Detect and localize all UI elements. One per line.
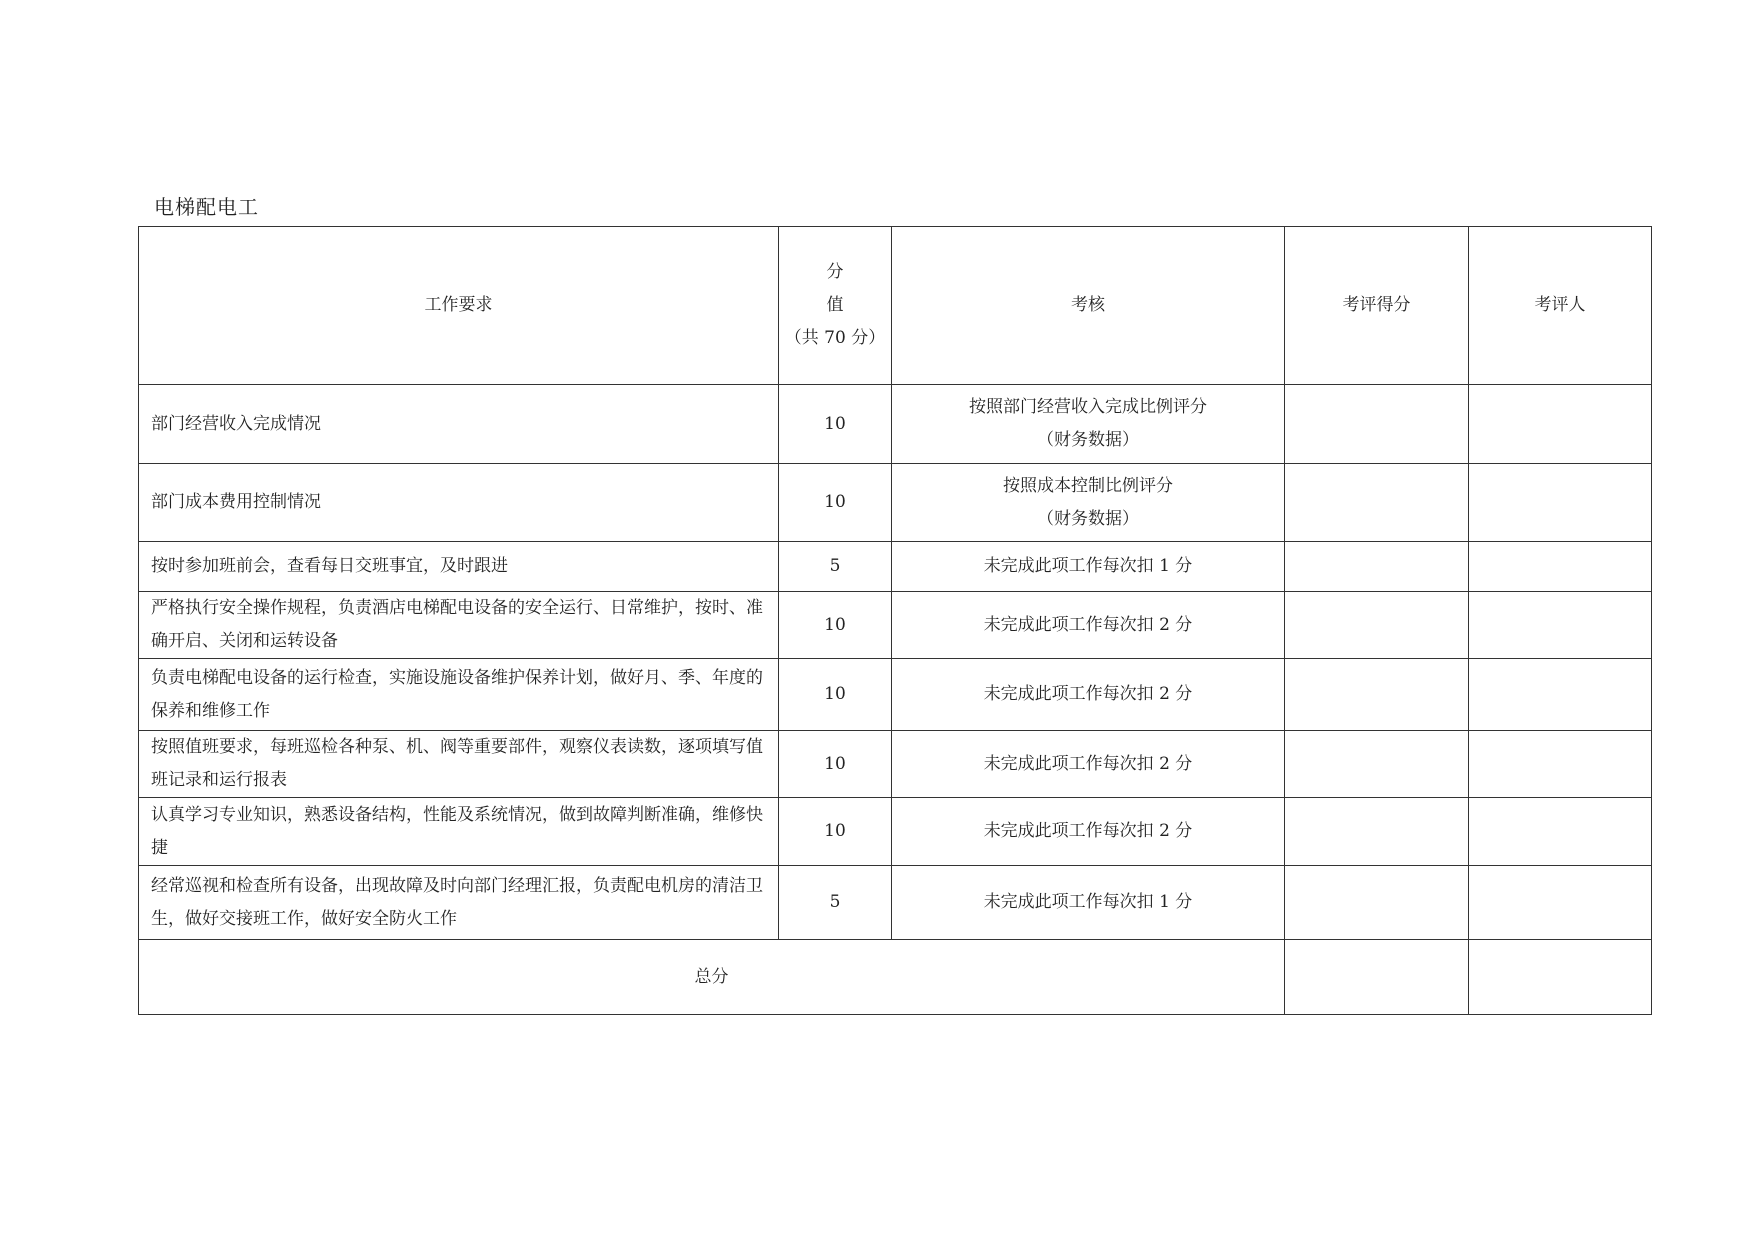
- total-score-input-cell[interactable]: [1285, 940, 1469, 1015]
- points-cell: 10: [779, 798, 892, 866]
- points-cell: 10: [779, 464, 892, 542]
- requirement-cell: 按时参加班前会，查看每日交班事宜，及时跟进: [139, 542, 779, 592]
- requirement-cell: 按照值班要求，每班巡检各种泵、机、阀等重要部件，观察仪表读数，逐项填写值班记录和运行报表: [139, 731, 779, 798]
- assessor-input-cell[interactable]: [1469, 592, 1652, 659]
- points-cell: 10: [779, 592, 892, 659]
- assessor-input-cell[interactable]: [1469, 385, 1652, 464]
- score-input-cell[interactable]: [1285, 385, 1469, 464]
- score-input-cell[interactable]: [1285, 866, 1469, 940]
- score-input-cell[interactable]: [1285, 542, 1469, 592]
- header-points-total: （共 70 分）: [784, 328, 886, 348]
- table-row: [139, 866, 1652, 940]
- requirement-cell: 负责电梯配电设备的运行检查，实施设施设备维护保养计划，做好月、季、年度的保养和维修工作: [139, 659, 779, 731]
- assessment-cell: 未完成此项工作每次扣 2 分: [892, 731, 1285, 798]
- table-row: [139, 385, 1652, 464]
- assessment-cell: 未完成此项工作每次扣 2 分: [892, 592, 1285, 659]
- score-input-cell[interactable]: [1285, 464, 1469, 542]
- score-input-cell[interactable]: [1285, 592, 1469, 659]
- points-cell: 10: [779, 385, 892, 464]
- total-label: 总分: [139, 940, 1285, 1015]
- table-row: [139, 798, 1652, 866]
- header-points-label: 分 值: [826, 262, 866, 315]
- requirement-cell: 经常巡视和检查所有设备，出现故障及时向部门经理汇报，负责配电机房的清洁卫生，做好交接班工作，做好安全防火工作: [139, 866, 779, 940]
- requirement-cell: 部门成本费用控制情况: [139, 464, 779, 542]
- assessment-source: （财务数据）: [1037, 430, 1139, 450]
- assessor-input-cell[interactable]: [1469, 731, 1652, 798]
- table-row: [139, 542, 1652, 592]
- header-requirement: 工作要求: [139, 227, 779, 385]
- score-input-cell[interactable]: [1285, 731, 1469, 798]
- requirement-cell: 认真学习专业知识，熟悉设备结构，性能及系统情况，做到故障判断准确，维修快捷: [139, 798, 779, 866]
- page-title: 电梯配电工: [154, 195, 259, 219]
- table-row: [139, 592, 1652, 659]
- assessment-cell: 未完成此项工作每次扣 1 分: [892, 542, 1285, 592]
- requirement-cell: 严格执行安全操作规程，负责酒店电梯配电设备的安全运行、日常维护，按时、准确开启、关闭和运转设备: [139, 592, 779, 659]
- assessor-input-cell[interactable]: [1469, 464, 1652, 542]
- points-cell: 10: [779, 731, 892, 798]
- requirement-cell: 部门经营收入完成情况: [139, 385, 779, 464]
- total-row: [139, 940, 1652, 1015]
- assessment-rule: 按照成本控制比例评分: [1003, 475, 1173, 496]
- table-row: [139, 659, 1652, 731]
- table-header-row: [139, 227, 1652, 385]
- assessment-cell: [892, 385, 1285, 464]
- points-cell: 5: [779, 866, 892, 940]
- assessment-source: （财务数据）: [1037, 508, 1139, 529]
- points-cell: 5: [779, 542, 892, 592]
- header-points: [779, 227, 892, 385]
- assessment-cell: 未完成此项工作每次扣 1 分: [892, 866, 1285, 940]
- assessment-cell: [892, 464, 1285, 542]
- header-assessment: 考核: [892, 227, 1285, 385]
- header-score: 考评得分: [1285, 227, 1469, 385]
- assessor-input-cell[interactable]: [1469, 542, 1652, 592]
- score-input-cell[interactable]: [1285, 659, 1469, 731]
- assessment-cell: 未完成此项工作每次扣 2 分: [892, 659, 1285, 731]
- header-assessor: 考评人: [1469, 227, 1652, 385]
- score-input-cell[interactable]: [1285, 798, 1469, 866]
- assessor-input-cell[interactable]: [1469, 798, 1652, 866]
- table-row: [139, 464, 1652, 542]
- assessment-rule: 按照部门经营收入完成比例评分: [969, 397, 1207, 417]
- table-row: [139, 731, 1652, 798]
- assessment-table: [138, 226, 1652, 1015]
- points-cell: 10: [779, 659, 892, 731]
- assessment-cell: 未完成此项工作每次扣 2 分: [892, 798, 1285, 866]
- assessor-input-cell[interactable]: [1469, 866, 1652, 940]
- assessor-input-cell[interactable]: [1469, 659, 1652, 731]
- total-assessor-input-cell[interactable]: [1469, 940, 1652, 1015]
